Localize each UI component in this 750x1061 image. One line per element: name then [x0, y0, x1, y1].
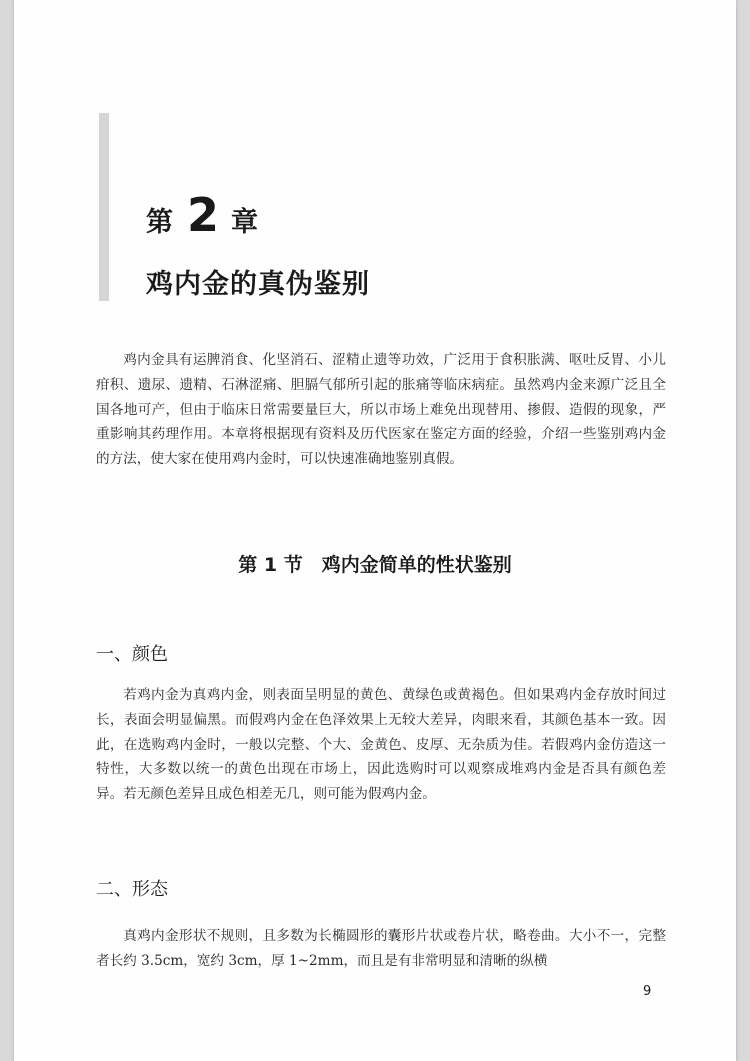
chapter-number: 2	[187, 188, 220, 242]
section-title: 第 1 节 鸡内金简单的性状鉴别	[238, 554, 512, 576]
chapter-prefix: 第	[146, 207, 173, 238]
chapter-title: 鸡内金的真伪鉴别	[146, 269, 370, 300]
page-number: 9	[643, 984, 652, 999]
subsection-heading-color: 一、颜色	[96, 644, 168, 665]
chapter-number-heading	[146, 188, 258, 242]
intro-paragraph: 鸡内金具有运脾消食、化坚消石、涩精止遗等功效，广泛用于食积胀满、呕吐反胃、小儿疳积、遗尿、遗精、石淋涩痛、胆膈气郁所引起的胀痛等临床病症。虽然鸡内金来源广泛且全国各地可产，但由于临床日常需要量巨大，所以市场上难免出现替用、掺假、造假的现象，严重影响其药理作用。本章将根据现有资料及历代医家在鉴定方面的经验，介绍一些鉴别鸡内金的方法，使大家在使用鸡内金时，可以快速准确地鉴别真假。	[96, 352, 666, 468]
subsection-heading-shape: 二、形态	[96, 879, 168, 900]
subsection-paragraph-color: 若鸡内金为真鸡内金，则表面呈明显的黄色、黄绿色或黄褐色。但如果鸡内金存放时间过长，表面会明显偏黑。而假鸡内金在色泽效果上无较大差异，肉眼来看，其颜色基本一致。因此，在选购鸡内金时，一般以完整、个大、金黄色、皮厚、无杂质为佳。若假鸡内金仿造这一特性，大多数以统一的黄色出现在市场上，因此选购时可以观察成堆鸡内金是否具有颜色差异。若无颜色差异且成色相差无几，则可能为假鸡内金。	[96, 687, 666, 803]
book-page	[14, 0, 736, 1061]
chapter-suffix: 章	[231, 207, 259, 238]
subsection-paragraph-shape: 真鸡内金形状不规则，且多数为长椭圆形的囊形片状或卷片状，略卷曲。大小不一，完整者长约 3.5cm，宽约 3cm，厚 1~2mm，而且是有非常明显和清晰的纵横	[96, 928, 666, 969]
chapter-accent-bar	[99, 113, 109, 301]
